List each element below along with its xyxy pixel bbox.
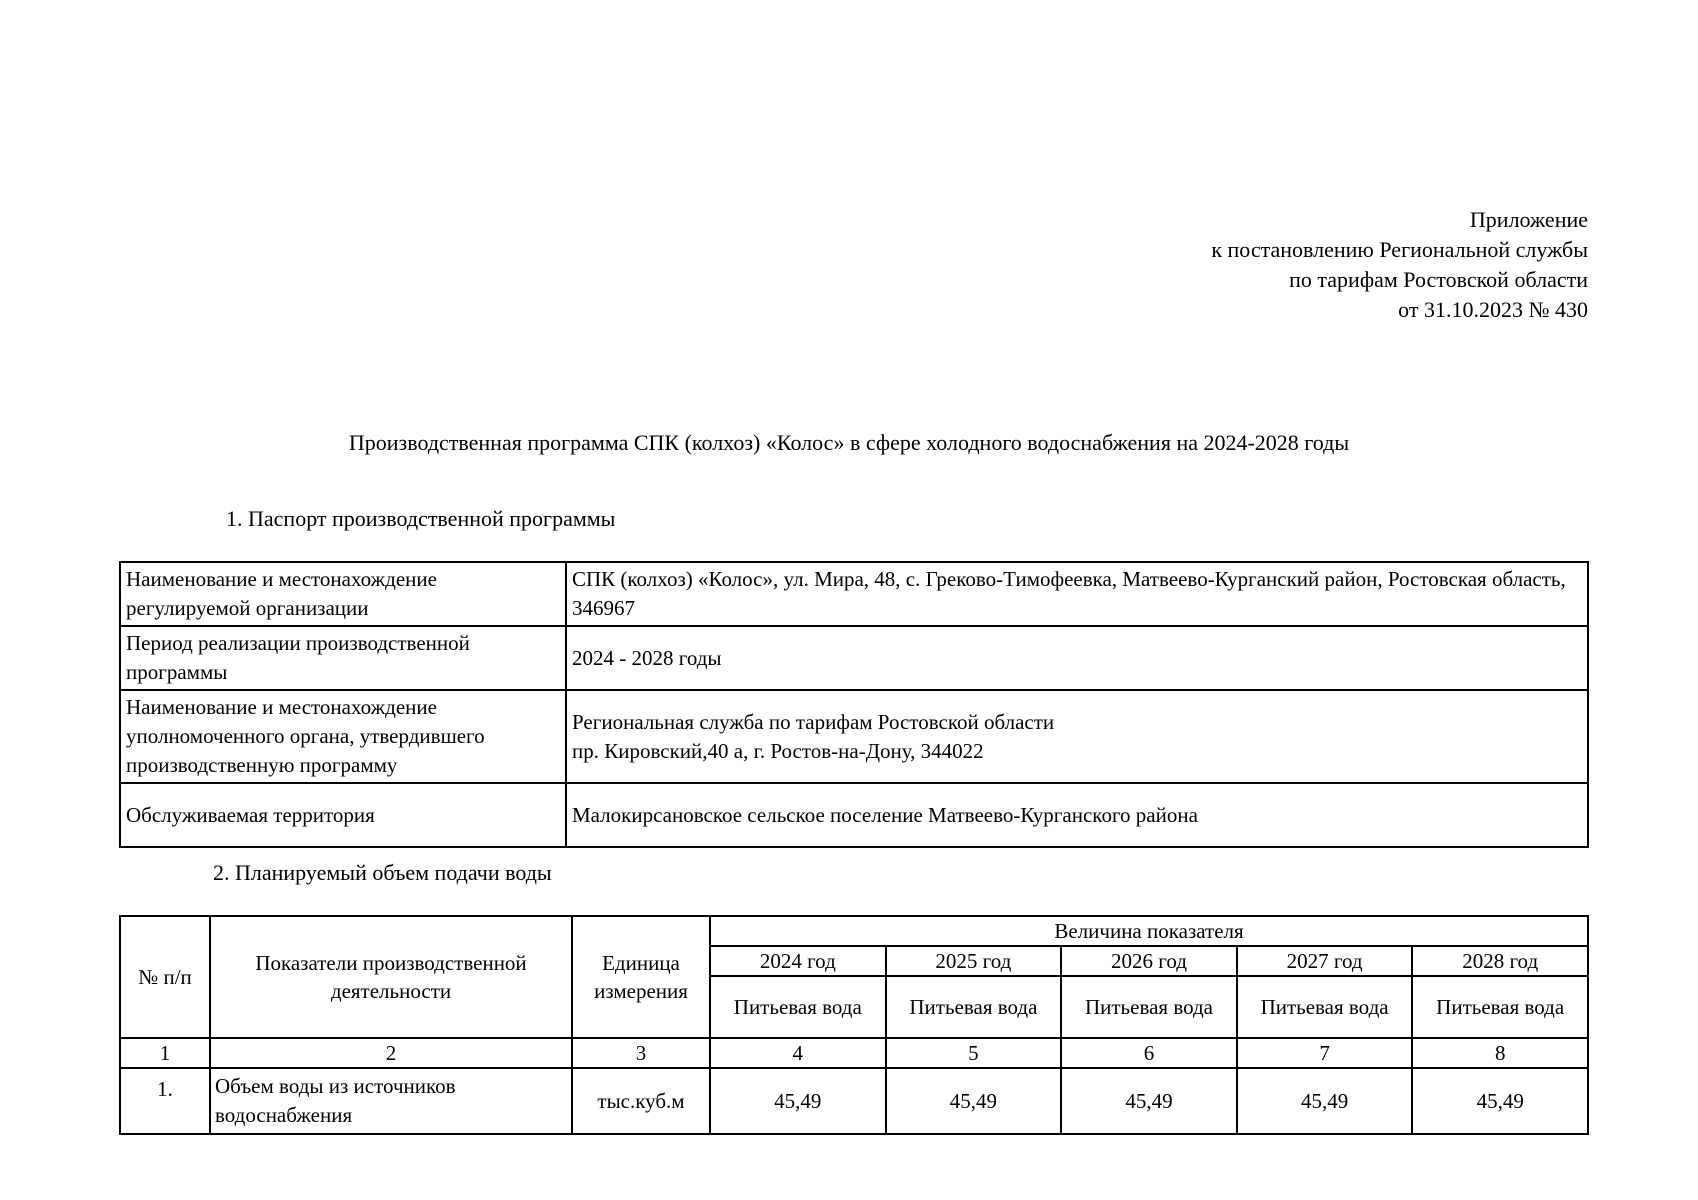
column-number: 1 (120, 1038, 210, 1068)
row-value-2024: 45,49 (710, 1068, 886, 1134)
passport-row-organization (120, 562, 1588, 626)
column-number: 5 (886, 1038, 1062, 1068)
header-line-authority: по тарифам Ростовской области (1289, 267, 1588, 292)
table-header-row (120, 916, 1588, 946)
row-value-2026: 45,49 (1061, 1068, 1237, 1134)
section-1-heading: 1. Паспорт производственной программы (226, 506, 616, 531)
passport-value (566, 690, 1588, 783)
passport-value: Малокирсановское сельское поселение Матвеево-Курганского района (566, 783, 1588, 847)
passport-table (119, 561, 1589, 848)
passport-label: Обслуживаемая территория (120, 783, 566, 847)
header-water-type: Питьевая вода (1412, 976, 1588, 1038)
authority-address: пр. Кировский,40 а, г. Ростов-на-Дону, 344022 (572, 738, 984, 763)
row-number: 1. (120, 1068, 210, 1134)
header-row-number: № п/п (120, 916, 210, 1038)
column-number: 2 (210, 1038, 572, 1068)
column-number: 3 (572, 1038, 710, 1068)
header-indicator: Показатели производственной деятельности (210, 916, 572, 1038)
row-value-2025: 45,49 (886, 1068, 1062, 1134)
header-line-resolution: к постановлению Региональной службы (1211, 237, 1588, 262)
passport-row-authority (120, 690, 1588, 783)
approval-header (1211, 205, 1588, 325)
header-water-type: Питьевая вода (886, 976, 1062, 1038)
water-volume-table (119, 915, 1589, 1135)
row-value-2027: 45,49 (1237, 1068, 1413, 1134)
header-indicator-value: Величина показателя (710, 916, 1588, 946)
column-number: 4 (710, 1038, 886, 1068)
column-number: 6 (1061, 1038, 1237, 1068)
header-year-2024: 2024 год (710, 946, 886, 976)
document-title: Производственная программа СПК (колхоз) «Колос» в сфере холодного водоснабжения на 2024-2028 годы (348, 430, 1350, 455)
row-value-2028: 45,49 (1412, 1068, 1588, 1134)
header-year-2026: 2026 год (1061, 946, 1237, 976)
passport-value: 2024 - 2028 годы (566, 626, 1588, 690)
passport-label: Наименование и местонахождение уполномоченного органа, утвердившего производственную программу (120, 690, 566, 783)
header-year-2028: 2028 год (1412, 946, 1588, 976)
passport-value: СПК (колхоз) «Колос», ул. Мира, 48, с. Греково-Тимофеевка, Матвеево-Курганский район, Ростовская область, 346967 (566, 562, 1588, 626)
header-unit: Единица измерения (572, 916, 710, 1038)
passport-row-period (120, 626, 1588, 690)
passport-label: Период реализации производственной программы (120, 626, 566, 690)
header-year-2025: 2025 год (886, 946, 1062, 976)
header-water-type: Питьевая вода (710, 976, 886, 1038)
row-indicator: Объем воды из источников водоснабжения (210, 1068, 572, 1134)
header-water-type: Питьевая вода (1061, 976, 1237, 1038)
passport-row-territory (120, 783, 1588, 847)
column-number: 7 (1237, 1038, 1413, 1068)
header-line-date-number: от 31.10.2023 № 430 (1398, 297, 1588, 322)
header-line-appendix: Приложение (1469, 207, 1588, 232)
column-numbers-row (120, 1038, 1588, 1068)
header-water-type: Питьевая вода (1237, 976, 1413, 1038)
passport-label: Наименование и местонахождение регулируемой организации (120, 562, 566, 626)
row-unit: тыс.куб.м (572, 1068, 710, 1134)
authority-name: Региональная служба по тарифам Ростовской области (572, 709, 1055, 734)
table-row (120, 1068, 1588, 1134)
header-year-2027: 2027 год (1237, 946, 1413, 976)
section-2-heading: 2. Планируемый объем подачи воды (213, 860, 552, 885)
column-number: 8 (1412, 1038, 1588, 1068)
